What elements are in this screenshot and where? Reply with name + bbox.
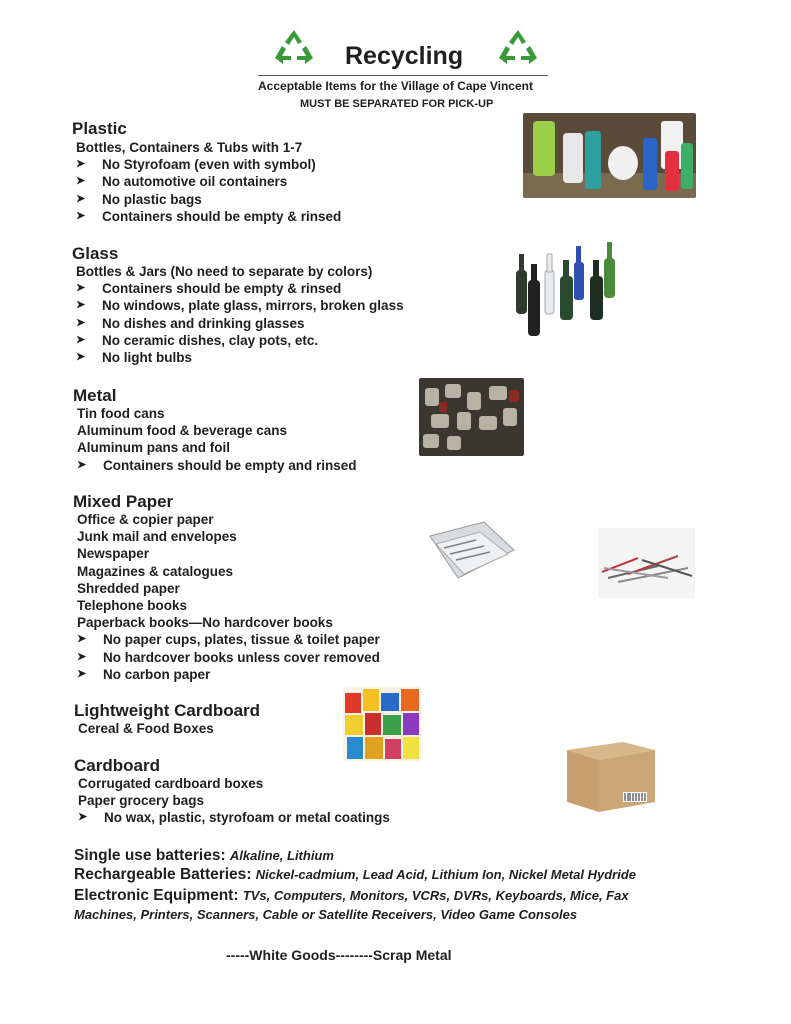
- footer-items: -----White Goods--------Scrap Metal: [226, 947, 452, 963]
- list-item: Office & copier paper: [77, 512, 214, 527]
- title-divider: [258, 75, 548, 76]
- arrow-bullet-icon: ➤: [76, 316, 86, 329]
- metal-list: [77, 405, 357, 474]
- glass-bottles-photo: [508, 240, 623, 340]
- electronic-equipment: Electronic Equipment: TVs, Computers, Monitors, VCRs, DVRs, Keyboards, Mice, Fax: [74, 887, 629, 904]
- list-item: Shredded paper: [77, 580, 180, 596]
- glass-heading: Glass: [72, 244, 119, 263]
- mixed-paper-list: [77, 511, 380, 683]
- arrow-bullet-icon: ➤: [76, 333, 86, 346]
- recycle-icon: [496, 28, 540, 68]
- list-bullet: ➤ No paper cups, plates, tissue & toilet paper: [77, 632, 380, 648]
- list-item: Cereal & Food Boxes: [78, 721, 214, 736]
- list-item: Telephone books: [77, 598, 188, 614]
- list-bullet: ➤ No ceramic dishes, clay pots, etc.: [76, 332, 319, 348]
- list-item: Tin food cans: [77, 406, 165, 421]
- arrow-bullet-icon: ➤: [77, 667, 87, 680]
- arrow-bullet-icon: ➤: [77, 633, 87, 646]
- list-bullet: ➤ Containers should be empty and rinsed: [77, 457, 357, 473]
- recycle-icon: [272, 28, 316, 68]
- list-item: Corrugated cardboard boxes: [78, 776, 264, 791]
- list-item: Junk mail and envelopes: [77, 529, 237, 545]
- cardboard-heading: Cardboard: [74, 756, 160, 775]
- list-bullet: ➤ No light bulbs: [76, 350, 192, 366]
- arrow-bullet-icon: ➤: [78, 811, 88, 824]
- page-title: Recycling: [345, 42, 464, 70]
- list-bullet: ➤ No hardcover books unless cover removed: [77, 649, 380, 665]
- electronic-equipment-cont: Machines, Printers, Scanners, Cable or Satellite Receivers, Video Game Consoles: [74, 907, 578, 922]
- arrow-bullet-icon: ➤: [76, 175, 86, 188]
- arrow-bullet-icon: ➤: [76, 209, 86, 222]
- scrap-cans-photo: [419, 378, 524, 456]
- list-bullet: ➤ Containers should be empty & rinsed: [76, 281, 342, 297]
- cardboard-box-photo: [563, 738, 658, 814]
- shredded-paper-photo: [598, 528, 695, 598]
- single-use-batteries: Single use batteries: Alkaline, Lithium: [74, 847, 334, 864]
- list-item: Bottles & Jars (No need to separate by colors): [76, 264, 373, 279]
- list-item: Newspaper: [77, 546, 150, 562]
- list-item: Aluminum pans and foil: [77, 440, 231, 456]
- list-bullet: ➤ No carbon paper: [77, 666, 211, 682]
- page-subtitle: Acceptable Items for the Village of Cape Vincent: [258, 79, 533, 93]
- list-item: Bottles, Containers & Tubs with 1-7: [76, 140, 303, 155]
- rechargeable-batteries: Rechargeable Batteries: Nickel-cadmium, Lead Acid, Lithium Ion, Nickel Metal Hydride: [74, 866, 636, 883]
- cardboard-list: [78, 775, 390, 827]
- newspaper-photo: [424, 516, 518, 586]
- list-bullet: ➤ No windows, plate glass, mirrors, broken glass: [76, 298, 404, 314]
- lightweight-cardboard-list: [78, 720, 214, 737]
- metal-heading: Metal: [73, 386, 117, 405]
- pickup-notice: MUST BE SEPARATED FOR PICK-UP: [300, 98, 494, 110]
- lightweight-cardboard-heading: Lightweight Cardboard: [74, 701, 261, 720]
- arrow-bullet-icon: ➤: [76, 351, 86, 364]
- list-item: Paper grocery bags: [78, 793, 205, 809]
- list-item: Magazines & catalogues: [77, 563, 234, 579]
- plastic-heading: Plastic: [72, 119, 127, 138]
- list-bullet: ➤ No plastic bags: [76, 191, 202, 207]
- glass-list: [76, 263, 404, 366]
- plastic-containers-photo: [523, 113, 696, 198]
- list-item: Aluminum food & beverage cans: [77, 423, 288, 439]
- list-bullet: ➤ No automotive oil containers: [76, 174, 288, 190]
- cereal-boxes-photo: [343, 687, 421, 761]
- list-bullet: ➤ No wax, plastic, styrofoam or metal coatings: [78, 810, 390, 826]
- arrow-bullet-icon: ➤: [77, 650, 87, 663]
- list-bullet: ➤ No dishes and drinking glasses: [76, 315, 305, 331]
- list-bullet: ➤ No Styrofoam (even with symbol): [76, 157, 316, 173]
- arrow-bullet-icon: ➤: [76, 282, 86, 295]
- arrow-bullet-icon: ➤: [76, 192, 86, 205]
- arrow-bullet-icon: ➤: [76, 299, 86, 312]
- plastic-list: [76, 139, 341, 225]
- arrow-bullet-icon: ➤: [76, 158, 86, 171]
- arrow-bullet-icon: ➤: [77, 458, 87, 471]
- list-item: Paperback books—No hardcover books: [77, 615, 333, 631]
- list-bullet: ➤ Containers should be empty & rinsed: [76, 208, 342, 224]
- mixed-paper-heading: Mixed Paper: [73, 492, 174, 511]
